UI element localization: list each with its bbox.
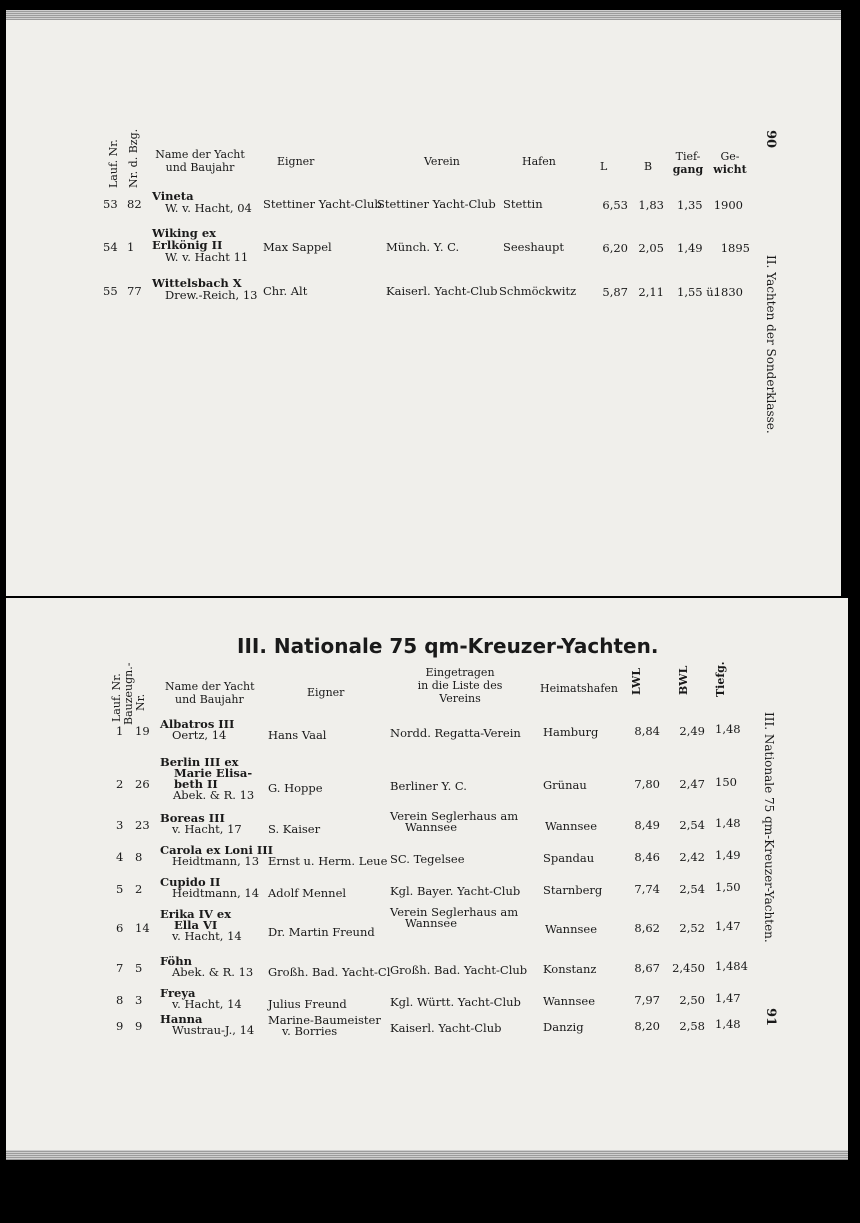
row-eigner: G. Hoppe — [268, 781, 323, 795]
row-tiefg: 1,484 — [715, 959, 748, 973]
row-lauf-nr: 53 — [103, 197, 118, 211]
row-l: 6,53 — [602, 198, 628, 212]
row-verein: Großh. Bad. Yacht-Club — [390, 963, 528, 977]
header-hafen: Hafen — [522, 155, 556, 168]
row-yacht-name: Marie Elisa- — [174, 766, 253, 780]
header-b: B — [644, 160, 653, 173]
row-lauf-nr: 3 — [116, 818, 124, 832]
row-yacht-name: Berlin III ex — [160, 755, 239, 769]
row-builder: W. v. Hacht 11 — [165, 250, 249, 264]
row-tiefg: 1,48 — [715, 722, 741, 736]
row-lwl: 8,46 — [634, 850, 660, 864]
row-bwl: 2,450 — [672, 961, 705, 975]
row-eigner: Dr. Martin Freund — [268, 925, 375, 939]
row-gewicht: 1830 — [713, 285, 743, 299]
row-yacht-name: Cupido II — [160, 875, 221, 889]
row-lwl: 8,84 — [634, 724, 660, 738]
row-heimatshafen: Hamburg — [543, 725, 599, 739]
row-tiefg: 1,50 — [715, 880, 741, 894]
row-bwl: 2,58 — [679, 1019, 705, 1033]
row-verein: Nordd. Regatta-Verein — [390, 726, 521, 740]
row-tiefgang: 1,55 ü. — [677, 285, 718, 299]
row-yacht-name: Wittelsbach X — [152, 276, 242, 290]
row-verein: Berliner Y. C. — [390, 779, 467, 793]
row-bwl: 2,52 — [679, 921, 705, 935]
row-verein: Verein Seglerhaus am — [390, 905, 519, 919]
row-builder: W. v. Hacht, 04 — [165, 201, 252, 215]
row-hafen: Stettin — [503, 197, 543, 211]
row-yacht-name: Albatros III — [160, 717, 235, 731]
row-tiefg: 1,49 — [715, 848, 741, 862]
header-verein-b: Eingetragen in die Liste des Vereins — [417, 666, 503, 705]
row-builder: v. Hacht, 17 — [172, 822, 242, 836]
row-lwl: 7,74 — [634, 882, 660, 896]
header-hafen-b: Heimatshafen — [540, 682, 618, 695]
row-bwl: 2,50 — [679, 993, 705, 1007]
header-bwl: BWL — [677, 665, 690, 695]
row-heimatshafen: Wannsee — [543, 994, 596, 1008]
row-heimatshafen: Wannsee — [545, 922, 598, 936]
header-l: L — [600, 160, 608, 173]
row-lwl: 8,62 — [634, 921, 660, 935]
header-tiefg: Tiefg. — [714, 661, 727, 697]
row-tiefgang: 1,49 — [677, 241, 703, 255]
row-bauzeugn-nr: 8 — [135, 850, 143, 864]
row-bauzeugn-nr: 23 — [135, 818, 150, 832]
row-yacht-name: Wiking ex — [152, 226, 216, 240]
row-bwl: 2,47 — [679, 777, 705, 791]
row-bwl: 2,49 — [679, 724, 705, 738]
row-bwl: 2,54 — [679, 882, 705, 896]
row-eigner: Hans Vaal — [268, 728, 327, 742]
row-tiefgang: 1,35 — [677, 198, 703, 212]
row-tiefg: 150 — [715, 775, 737, 789]
header-name: Name der Yacht und Baujahr — [155, 148, 245, 174]
row-lauf-nr: 1 — [116, 724, 124, 738]
side-title-top: II. Yachten der Sonderklasse. — [764, 255, 778, 434]
row-tiefg: 1,47 — [715, 991, 741, 1005]
row-heimatshafen: Spandau — [543, 851, 595, 865]
row-eigner: Chr. Alt — [263, 284, 308, 298]
row-b: 2,11 — [638, 285, 664, 299]
row-verein: Kaiserl. Yacht-Club — [386, 284, 498, 298]
row-verein: Münch. Y. C. — [386, 240, 460, 254]
row-lwl: 7,80 — [634, 777, 660, 791]
row-builder: Heidtmann, 13 — [172, 854, 260, 868]
row-yacht-name: Carola ex Loni III — [160, 843, 273, 857]
row-yacht-name: Föhn — [160, 954, 192, 968]
row-heimatshafen: Konstanz — [543, 962, 597, 976]
header-verein: Verein — [424, 155, 460, 168]
row-yacht-name: Ella VI — [174, 918, 218, 932]
header-eigner-b: Eigner — [307, 686, 345, 699]
row-heimatshafen: Wannsee — [545, 819, 598, 833]
header-name-b: Name der Yacht und Baujahr — [165, 680, 255, 706]
row-yacht-name: Erlkönig II — [152, 238, 223, 252]
row-yacht-name: Hanna — [160, 1012, 203, 1026]
header-gewicht: Ge- wicht — [713, 150, 747, 176]
row-lauf-nr: 9 — [116, 1019, 124, 1033]
row-nr-bzg: 82 — [127, 197, 142, 211]
row-verein: Kaiserl. Yacht-Club — [390, 1021, 502, 1035]
page-90 — [6, 20, 841, 596]
row-verein: Kgl. Württ. Yacht-Club — [390, 995, 521, 1009]
header-lauf-nr: Lauf. Nr. — [107, 139, 120, 188]
row-heimatshafen: Starnberg — [543, 883, 603, 897]
page-number-90: 90 — [763, 130, 778, 149]
row-builder: Abek. & R. 13 — [173, 788, 255, 802]
row-eigner: Ernst u. Herm. Leue — [268, 854, 388, 868]
row-lauf-nr: 2 — [116, 777, 124, 791]
row-tiefg: 1,47 — [715, 919, 741, 933]
row-builder: v. Hacht, 14 — [172, 929, 242, 943]
row-verein: Wannsee — [405, 916, 458, 930]
row-builder: Heidtmann, 14 — [172, 886, 260, 900]
row-yacht-name: Freya — [160, 986, 196, 1000]
row-yacht-name: Erika IV ex — [160, 907, 232, 921]
row-hafen: Seeshaupt — [503, 240, 565, 254]
header-lauf-nr-b: Lauf. Nr. — [110, 673, 123, 722]
row-bwl: 2,54 — [679, 818, 705, 832]
table-title: III. Nationale 75 qm-Kreuzer-Yachten. — [237, 634, 659, 658]
side-title-bottom: III. Nationale 75 qm-Kreuzer-Yachten. — [762, 712, 776, 943]
row-yacht-name: Vineta — [152, 189, 194, 203]
row-nr-bzg: 1 — [127, 240, 135, 254]
row-lauf-nr: 4 — [116, 850, 124, 864]
row-eigner: Marine-Baumeister — [268, 1013, 381, 1027]
row-bauzeugn-nr: 2 — [135, 882, 143, 896]
row-bauzeugn-nr: 5 — [135, 961, 143, 975]
row-bwl: 2,42 — [679, 850, 705, 864]
row-eigner: S. Kaiser — [268, 822, 321, 836]
row-lauf-nr: 7 — [116, 961, 124, 975]
row-lwl: 7,97 — [634, 993, 660, 1007]
header-tiefgang: Tief- gang — [672, 150, 704, 176]
row-eigner: Max Sappel — [263, 240, 332, 254]
page-number-91: 91 — [763, 1008, 778, 1027]
row-builder: v. Hacht, 14 — [172, 997, 242, 1011]
row-gewicht: 1900 — [713, 198, 743, 212]
row-verein: Stettiner Yacht-Club — [377, 197, 496, 211]
row-lwl: 8,20 — [634, 1019, 660, 1033]
row-verein: SC. Tegelsee — [390, 852, 465, 866]
row-verein: Verein Seglerhaus am — [390, 809, 519, 823]
row-l: 6,20 — [602, 241, 628, 255]
header-lwl: LWL — [630, 667, 643, 695]
row-builder: Drew.-Reich, 13 — [165, 288, 258, 302]
row-l: 5,87 — [602, 285, 628, 299]
row-eigner: Julius Freund — [268, 997, 347, 1011]
row-builder: Abek. & R. 13 — [172, 965, 254, 979]
header-eigner: Eigner — [277, 155, 315, 168]
row-b: 1,83 — [638, 198, 664, 212]
row-bauzeugn-nr: 19 — [135, 724, 150, 738]
row-nr-bzg: 77 — [127, 284, 142, 298]
row-eigner: Großh. Bad. Yacht-Cl — [268, 965, 391, 979]
header-nr-bzg: Nr. d. Bzg. — [127, 128, 140, 188]
row-heimatshafen: Grünau — [543, 778, 587, 792]
row-bauzeugn-nr: 9 — [135, 1019, 143, 1033]
row-verein: Wannsee — [405, 820, 458, 834]
row-eigner: v. Borries — [282, 1024, 338, 1038]
row-heimatshafen: Danzig — [543, 1020, 584, 1034]
row-lauf-nr: 5 — [116, 882, 124, 896]
row-lauf-nr: 55 — [103, 284, 118, 298]
row-yacht-name: beth II — [174, 777, 218, 791]
row-eigner: Adolf Mennel — [268, 886, 347, 900]
row-lauf-nr: 8 — [116, 993, 124, 1007]
row-bauzeugn-nr: 3 — [135, 993, 143, 1007]
row-bauzeugn-nr: 26 — [135, 777, 150, 791]
row-b: 2,05 — [638, 241, 664, 255]
row-lwl: 8,67 — [634, 961, 660, 975]
header-bauzeugn: Bauzeugn.- Nr. — [122, 662, 147, 725]
row-lwl: 8,49 — [634, 818, 660, 832]
row-builder: Oertz, 14 — [172, 728, 227, 742]
row-bauzeugn-nr: 14 — [135, 921, 150, 935]
row-hafen: Schmöckwitz — [499, 284, 577, 298]
row-tiefg: 1,48 — [715, 1017, 741, 1031]
row-builder: Wustrau-J., 14 — [172, 1023, 255, 1037]
row-lauf-nr: 6 — [116, 921, 124, 935]
row-yacht-name: Boreas III — [160, 811, 225, 825]
row-eigner: Stettiner Yacht-Club — [263, 197, 382, 211]
row-lauf-nr: 54 — [103, 240, 118, 254]
row-verein: Kgl. Bayer. Yacht-Club — [390, 884, 521, 898]
row-tiefg: 1,48 — [715, 816, 741, 830]
row-gewicht: 1895 — [720, 241, 750, 255]
